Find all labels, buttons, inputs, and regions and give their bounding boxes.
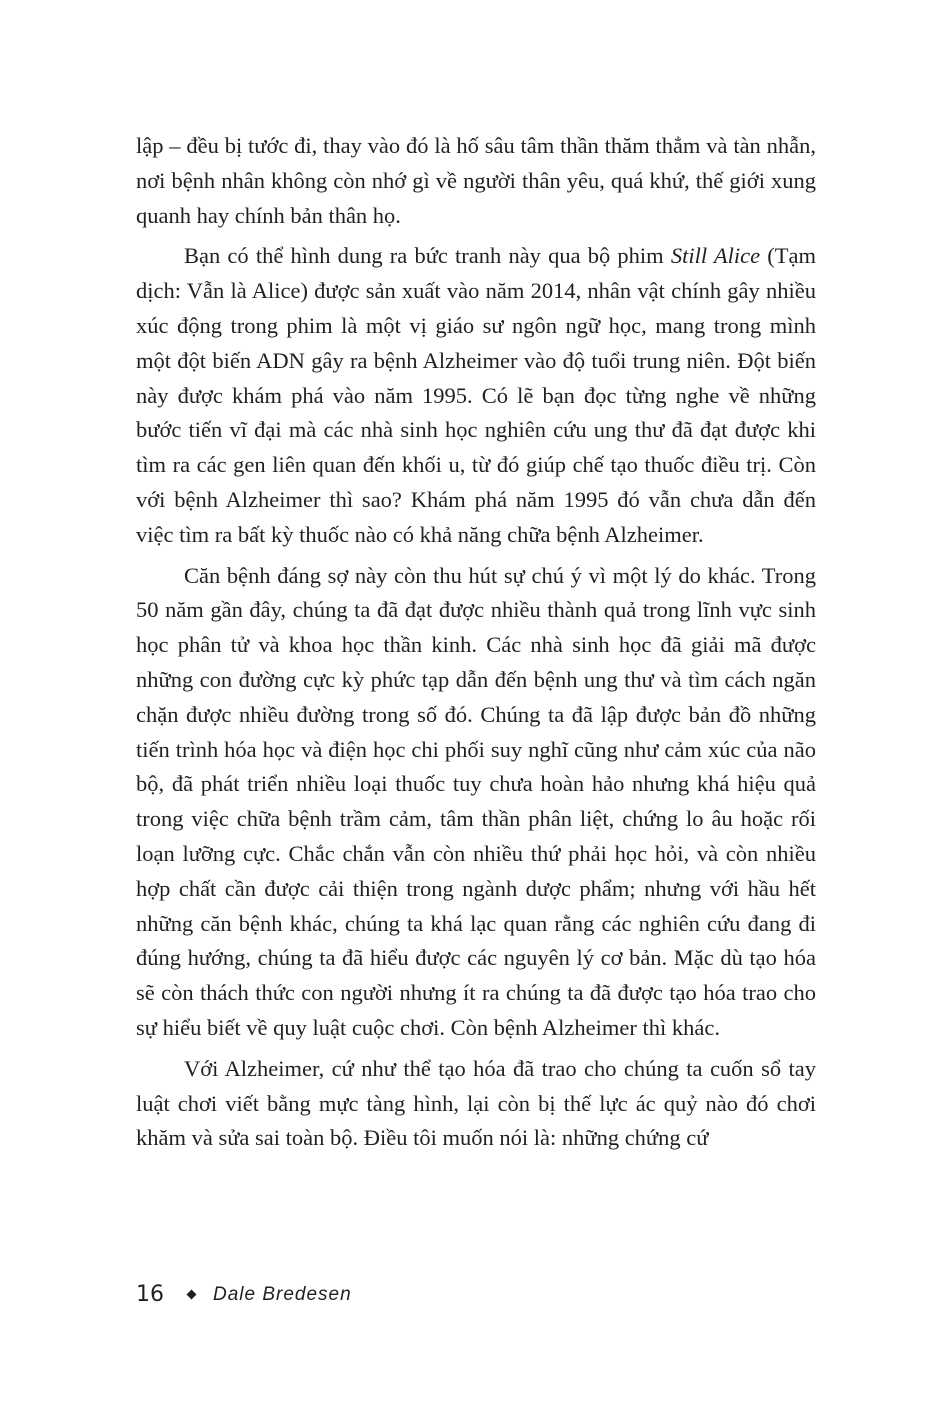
body-text — [136, 129, 816, 1162]
paragraph-text: (Tạm dịch: Vẫn là Alice) được sản xuất vào năm 2014, nhân vật chính gây nhiều xúc động trong phim là một vị giáo sư ngôn ngữ học, mang trong mình một đột biến ADN gây ra bệnh Alzheimer vào độ tuổi trung niên. Đột biến này được khám phá vào năm 1995. Có lẽ bạn đọc từng nghe về những bước tiến vĩ đại mà các nhà sinh học nghiên cứu ung thư đã đạt được khi tìm ra các gen liên quan đến khối u, từ đó giúp chế tạo thuốc điều trị. Còn với bệnh Alzheimer thì sao? Khám phá năm 1995 đó vẫn chưa dẫn đến việc tìm ra bất kỳ thuốc nào có khả năng chữa bệnh Alzheimer. — [136, 243, 817, 547]
paragraph-text: Với Alzheimer, cứ như thể tạo hóa đã trao cho chúng ta cuốn sổ tay luật chơi viết bằng mực tàng hình, lại còn bị thế lực ác quỷ nào đó chơi khăm và sửa sai toàn bộ. Điều tôi muốn nói là: những chứng cứ — [136, 1055, 816, 1151]
paragraph — [136, 239, 816, 552]
paragraph — [136, 129, 816, 233]
author-name: Dale Bredesen — [213, 1283, 352, 1305]
page-number: 16 — [136, 1282, 164, 1307]
diamond-icon — [187, 1290, 197, 1300]
paragraph-text: lập – đều bị tước đi, thay vào đó là hố sâu tâm thần thăm thẳm và tàn nhẫn, nơi bệnh nhân không còn nhớ gì về người thân yêu, quá khứ, thế giới xung quanh hay chính bản thân họ. — [136, 133, 816, 228]
paragraph-text: Bạn có thể hình dung ra bức tranh này qua bộ phim — [184, 243, 671, 269]
paragraph-text: Căn bệnh đáng sợ này còn thu hút sự chú ý vì một lý do khác. Trong 50 năm gần đây, chúng ta đã đạt được nhiều thành quả trong lĩnh vực sinh học phân tử và khoa học thần kinh. Các nhà sinh học đã giải mã được những con đường cực kỳ phức tạp dẫn đến bệnh ung thư và tìm cách ngăn chặn được nhiều đường trong số đó. Chúng ta đã lập được bản đồ những tiến trình hóa học và điện học chi phối suy nghĩ cũng như cảm xúc của não bộ, đã phát triển nhiều loại thuốc tuy chưa hoàn hảo nhưng khá hiệu quả trong việc chữa bệnh trầm cảm, tâm thần phân liệt, chứng lo âu hoặc rối loạn lưỡng cực. Chắc chắn vẫn còn nhiều thứ phải học hỏi, và còn nhiều hợp chất cần được cải thiện trong ngành dược phẩm; nhưng với hầu hết những căn bệnh khác, chúng ta khá lạc quan rằng các nghiên cứu đang đi đúng hướng, chúng ta đã hiểu được các nguyên lý cơ bản. Mặc dù tạo hóa sẽ còn thách thức con người nhưng ít ra chúng ta đã được tạo hóa trao cho sự hiểu biết về quy luật cuộc chơi. Còn bệnh Alzheimer thì khác. — [136, 562, 816, 1040]
page-footer — [136, 1282, 352, 1307]
paragraph — [136, 559, 816, 1046]
paragraph — [136, 1052, 816, 1156]
film-title: Still Alice — [670, 243, 761, 269]
